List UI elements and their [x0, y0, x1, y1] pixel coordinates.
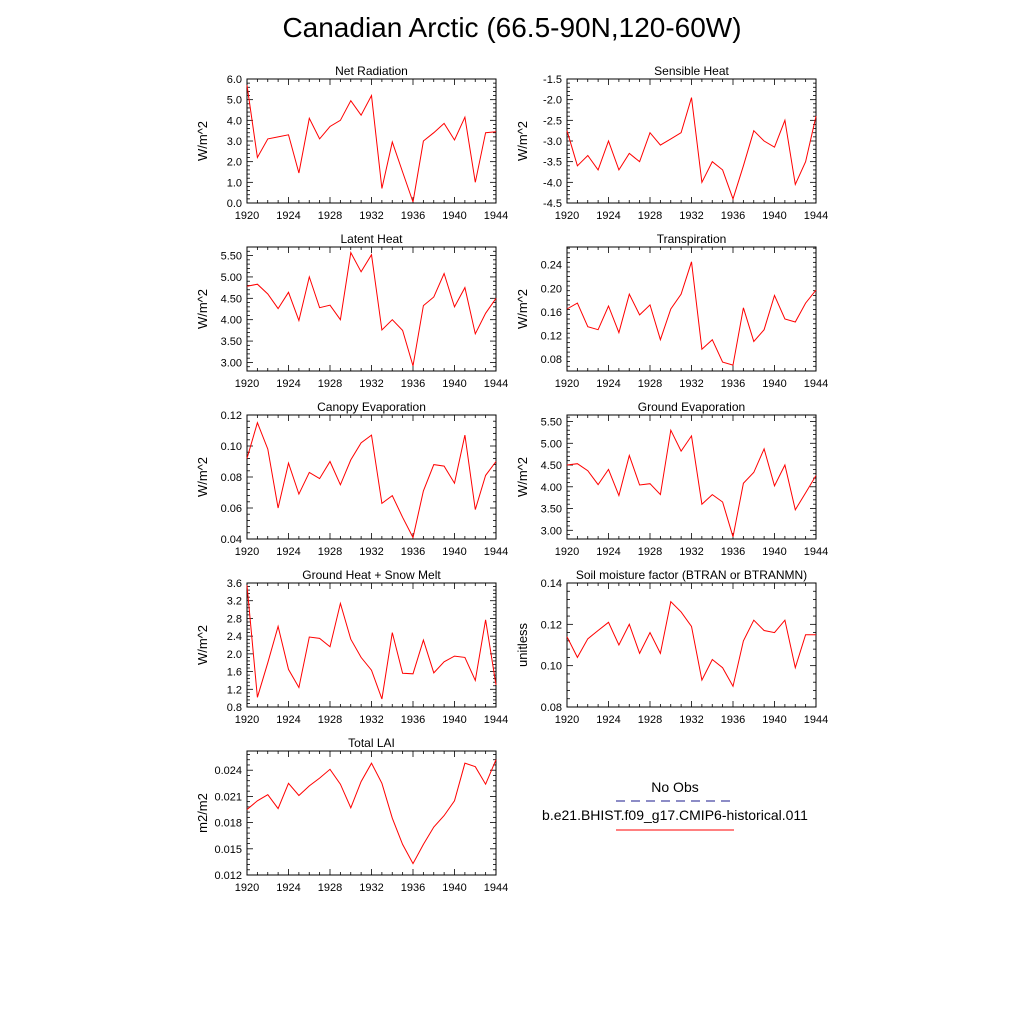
y-tick-label: 2.4 — [226, 631, 242, 644]
y-axis-label: W/m^2 — [195, 288, 210, 330]
panel-7 — [195, 568, 508, 726]
x-tick-label: 1936 — [720, 210, 746, 222]
x-tick-label: 1920 — [554, 210, 580, 222]
series-line — [247, 423, 496, 538]
y-tick-label: 5.50 — [540, 416, 562, 429]
panel-title: Ground Heat + Snow Melt — [302, 568, 441, 582]
series-line — [247, 585, 496, 699]
x-tick-label: 1924 — [276, 714, 301, 726]
x-tick-label: 1936 — [400, 378, 426, 390]
x-tick-label: 1944 — [483, 546, 509, 558]
x-tick-label: 1920 — [234, 378, 260, 390]
y-axis-label: W/m^2 — [515, 456, 530, 498]
y-tick-label: -4.0 — [543, 177, 562, 190]
x-tick-label: 1920 — [234, 882, 260, 894]
y-axis-label: W/m^2 — [195, 456, 210, 498]
x-tick-label: 1932 — [359, 882, 384, 894]
x-tick-label: 1932 — [359, 210, 384, 222]
x-tick-label: 1940 — [762, 378, 787, 390]
x-tick-label: 1928 — [317, 882, 343, 894]
x-tick-label: 1924 — [276, 546, 301, 558]
y-tick-label: 0.10 — [540, 660, 562, 673]
x-tick-label: 1932 — [359, 546, 384, 558]
x-tick-label: 1944 — [803, 546, 829, 558]
panel-title: Canopy Evaporation — [317, 400, 426, 414]
x-tick-label: 1928 — [637, 546, 663, 558]
y-tick-label: -4.5 — [543, 198, 562, 210]
y-tick-label: -1.5 — [543, 74, 562, 86]
y-tick-label: 3.50 — [220, 336, 242, 349]
x-tick-label: 1920 — [554, 378, 580, 390]
y-tick-label: 3.50 — [540, 503, 562, 516]
y-tick-label: 0.021 — [214, 791, 242, 804]
x-tick-label: 1932 — [359, 378, 384, 390]
panel-2 — [515, 64, 828, 222]
y-axis-label: m2/m2 — [195, 793, 210, 833]
y-tick-label: 0.12 — [540, 619, 562, 632]
x-tick-label: 1936 — [400, 714, 426, 726]
x-tick-label: 1940 — [442, 882, 467, 894]
y-tick-label: 0.015 — [214, 843, 242, 856]
y-tick-label: -2.0 — [543, 94, 562, 107]
y-tick-label: 0.04 — [220, 534, 242, 546]
x-tick-label: 1924 — [276, 210, 301, 222]
panel-title: Soil moisture factor (BTRAN or BTRANMN) — [575, 568, 808, 582]
panel-title: Latent Heat — [340, 232, 403, 246]
x-tick-label: 1944 — [803, 714, 829, 726]
panel-3 — [195, 232, 508, 390]
x-tick-label: 1920 — [554, 546, 580, 558]
series-line — [247, 85, 496, 202]
y-tick-label: 4.50 — [540, 460, 562, 473]
y-tick-label: 3.0 — [226, 136, 242, 148]
series-line — [247, 253, 496, 366]
x-tick-label: 1928 — [637, 714, 663, 726]
y-tick-label: 0.14 — [540, 578, 562, 590]
y-axis-label: unitless — [515, 622, 530, 668]
x-tick-label: 1920 — [234, 714, 260, 726]
x-tick-label: 1928 — [637, 378, 663, 390]
x-tick-label: 1936 — [720, 546, 746, 558]
x-tick-label: 1924 — [596, 378, 621, 390]
y-tick-label: 1.6 — [226, 666, 242, 679]
x-tick-label: 1928 — [317, 378, 343, 390]
x-tick-label: 1928 — [637, 210, 663, 222]
y-tick-label: -2.5 — [543, 115, 562, 128]
y-tick-label: 4.00 — [540, 481, 562, 494]
x-tick-label: 1944 — [483, 714, 509, 726]
x-tick-label: 1932 — [679, 714, 704, 726]
panel-frame — [247, 415, 496, 539]
series-line — [567, 98, 816, 199]
series-line — [567, 602, 816, 687]
x-tick-label: 1924 — [276, 378, 301, 390]
x-tick-label: 1936 — [400, 882, 426, 894]
y-tick-label: 1.0 — [226, 177, 242, 190]
x-tick-label: 1936 — [400, 546, 426, 558]
panel-frame — [567, 583, 816, 707]
x-tick-label: 1944 — [803, 210, 829, 222]
y-tick-label: -3.5 — [543, 156, 562, 169]
x-tick-label: 1944 — [483, 378, 509, 390]
panel-title: Total LAI — [348, 736, 395, 750]
x-tick-label: 1940 — [442, 714, 467, 726]
x-tick-label: 1940 — [762, 546, 787, 558]
y-tick-label: 0.018 — [214, 817, 242, 830]
legend-obs-label: No Obs — [651, 779, 699, 795]
figure-title: Canadian Arctic (66.5-90N,120-60W) — [282, 12, 742, 43]
x-tick-label: 1920 — [554, 714, 580, 726]
y-tick-label: 4.00 — [220, 314, 242, 327]
x-tick-label: 1920 — [234, 210, 260, 222]
y-axis-label: W/m^2 — [195, 120, 210, 162]
y-tick-label: 2.0 — [226, 156, 242, 169]
y-axis-label: W/m^2 — [195, 624, 210, 666]
x-tick-label: 1928 — [317, 210, 343, 222]
x-tick-label: 1940 — [442, 546, 467, 558]
panel-6 — [515, 400, 828, 558]
x-tick-label: 1924 — [596, 714, 621, 726]
y-tick-label: 5.00 — [540, 438, 562, 451]
y-tick-label: 0.024 — [214, 765, 242, 778]
x-tick-label: 1932 — [359, 714, 384, 726]
y-tick-label: 5.50 — [220, 250, 242, 263]
y-tick-label: 3.2 — [226, 595, 242, 608]
y-tick-label: 5.00 — [220, 271, 242, 284]
x-tick-label: 1940 — [442, 210, 467, 222]
y-tick-label: 3.6 — [226, 578, 242, 590]
x-tick-label: 1940 — [762, 210, 787, 222]
y-tick-label: 0.06 — [220, 503, 242, 515]
panel-title: Transpiration — [656, 232, 727, 246]
y-axis-label: W/m^2 — [515, 288, 530, 330]
x-tick-label: 1924 — [276, 882, 301, 894]
panel-8 — [515, 568, 828, 726]
x-tick-label: 1924 — [596, 546, 621, 558]
y-tick-label: 0.10 — [220, 441, 242, 453]
panel-frame — [247, 751, 496, 875]
x-tick-label: 1928 — [317, 714, 343, 726]
panel-frame — [247, 583, 496, 707]
panel-9 — [195, 736, 508, 894]
panel-frame — [247, 247, 496, 371]
x-tick-label: 1940 — [762, 714, 787, 726]
y-tick-label: 3.00 — [220, 357, 242, 370]
y-tick-label: 0.0 — [226, 198, 242, 210]
y-tick-label: 1.2 — [226, 684, 242, 697]
x-tick-label: 1940 — [442, 378, 467, 390]
x-tick-label: 1920 — [234, 546, 260, 558]
series-line — [247, 760, 496, 864]
x-tick-label: 1932 — [679, 378, 704, 390]
x-tick-label: 1936 — [720, 378, 746, 390]
y-tick-label: 2.8 — [226, 613, 242, 626]
x-tick-label: 1932 — [679, 210, 704, 222]
y-tick-label: 0.16 — [540, 306, 562, 319]
y-tick-label: 0.08 — [540, 702, 562, 714]
y-tick-label: 3.00 — [540, 525, 562, 538]
y-tick-label: 0.12 — [540, 330, 562, 343]
panel-1 — [195, 64, 508, 222]
x-tick-label: 1944 — [803, 378, 829, 390]
y-tick-label: 2.0 — [226, 648, 242, 661]
y-tick-label: -3.0 — [543, 136, 562, 148]
panel-title: Sensible Heat — [654, 64, 729, 78]
y-axis-label: W/m^2 — [515, 120, 530, 162]
legend-model-label: b.e21.BHIST.f09_g17.CMIP6-historical.011 — [542, 807, 808, 823]
y-tick-label: 5.0 — [226, 94, 242, 107]
y-tick-label: 0.20 — [540, 283, 562, 296]
x-tick-label: 1944 — [483, 210, 509, 222]
x-tick-label: 1932 — [679, 546, 704, 558]
panel-5 — [195, 400, 508, 558]
x-tick-label: 1928 — [317, 546, 343, 558]
series-line — [567, 262, 816, 365]
x-tick-label: 1924 — [596, 210, 621, 222]
y-tick-label: 0.8 — [226, 702, 242, 714]
y-tick-label: 6.0 — [226, 74, 242, 86]
y-tick-label: 0.012 — [214, 870, 242, 882]
x-tick-label: 1944 — [483, 882, 509, 894]
y-tick-label: 0.12 — [220, 410, 242, 422]
y-tick-label: 4.0 — [226, 115, 242, 128]
y-tick-label: 0.24 — [540, 259, 562, 272]
x-tick-label: 1936 — [400, 210, 426, 222]
y-tick-label: 0.08 — [220, 472, 242, 484]
panel-title: Net Radiation — [335, 64, 408, 78]
x-tick-label: 1936 — [720, 714, 746, 726]
series-line — [567, 430, 816, 537]
y-tick-label: 0.08 — [540, 354, 562, 367]
panel-title: Ground Evaporation — [637, 400, 746, 414]
panel-4 — [515, 232, 828, 390]
y-tick-label: 4.50 — [220, 293, 242, 306]
